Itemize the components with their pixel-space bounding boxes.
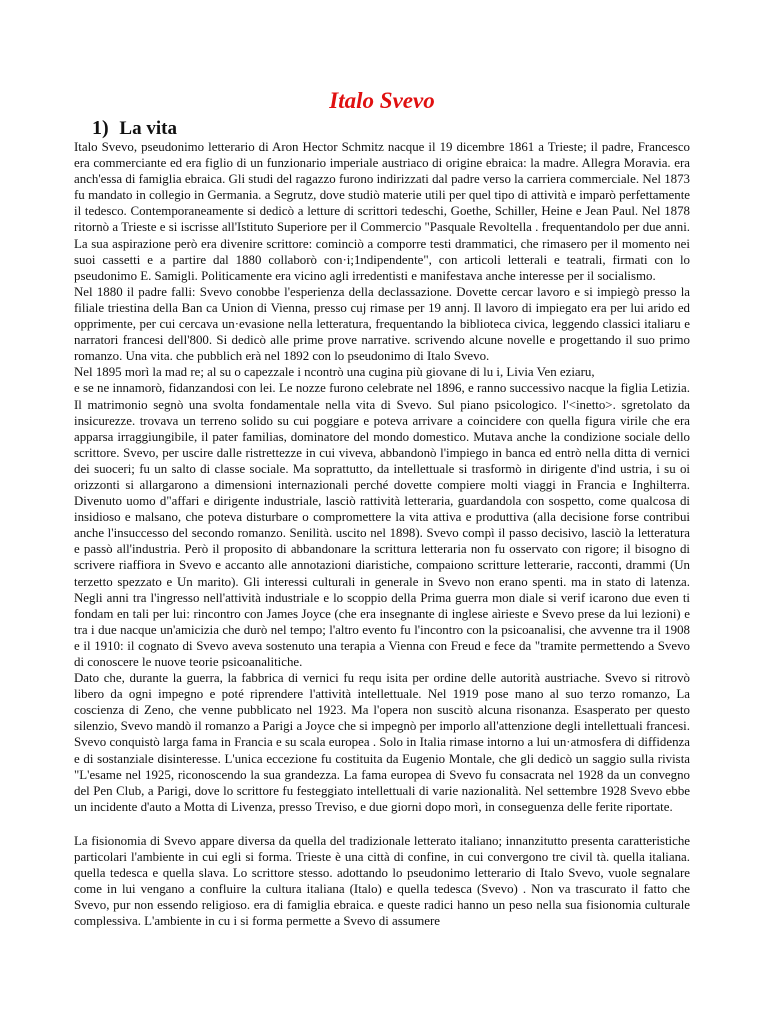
section-heading (92, 118, 690, 139)
paragraph: e se ne innamorò, fidanzandosi con lei. Le nozze furono celebrate nel 1896, e ranno successivo nacque la figlia Letizia. Il matrimonio segnò una svolta fondamentale nella vita di Svevo. Sul piano psicologico. l'<inetto>. sgretolato da insicurezze. trovava un terreno solido su cui poggiare e poteva arrivare a coincidere con quella figura virile che era apparsa irraggiungibile, il pater familias, dominatore del mondo domestico. Mutava anche la condizione sociale dello scrittore. Svevo, per uscire dalle ristrettezze in cui viveva, abbandonò l'impiego in banca ed entrò nella ditta di vernici dei suoceri; fu un salto di classe sociale. Ma soprattutto, da intellettuale si trasformò in dirigente d'ind ustria, i su oi orizzonti si allargarono a dimensioni internazionali perché dovette compiere molti viaggi in Francia e Inghilterra. Divenuto uomo d"affari e dirigente industriale, lasciò rattività letteraria, guardandola con sospetto, come qualcosa di insidioso e malsano, che poteva disturbare o compromettere la vita attiva e produttiva (alla decisione forse contribui anche l'insuccesso del secondo romanzo. Senilità. uscito nel 1898). Svevo compì il passo decisivo, lasciò la letteratura e passò all'industria. Però il proposito di abbandonare la scrittura letteraria non fu osservato con rigore; il bisogno di scrivere riaffiora in Svevo e accanto alle annotazioni diaristiche, compaiono scritture letterarie, racconti, drammi (Un terzetto spezzato e Un marito). Gli interessi culturali in generale in Svevo non erano spenti. ma in stato di latenza. Negli anni tra l'ingresso nell'attività industriale e lo scoppio della Prima guerra mon diale si verif icarono due even ti fondam en tali per lui: rincontro con James Joyce (che era insegnante di inglese aìrieste e Svevo prese da lui lezioni) e tra i due nacque un'amicizia che durò nel tempo; l'altro evento fu l'incontro con la psicoanalisi, che avvenne tra il 1908 e il 1910: il cognato di Svevo aveva sostenuto una terapia a Vienna con Freud e fece da "tramite permettendo a Svevo di conoscere le nuove teorie psicoanalitiche. (74, 381, 690, 669)
section-number: 1) (92, 117, 109, 139)
document-title: Italo Svevo (329, 88, 435, 113)
paragraph: Nel 1895 morì la mad re; al su o capezzale i ncontrò una cugina più giovane di lu i, Livia Ven eziaru, (74, 365, 595, 380)
paragraph: Dato che, durante la guerra, la fabbrica di vernici fu requ isita per ordine delle autorità austriache. Svevo si ritrovò libero da ogni impegno e poté riprendere l'attività intellettuale. Nel 1919 pose mano al suo terzo romanzo, La coscienza di Zeno, che venne pubblicato nel 1923. Ma l'opera non suscitò alcuna risonanza. Esasperato per questo silenzio, Svevo mandò il romanzo a Parigi a Joyce che si impegnò per imporlo all'attenzione degli intellettuali francesi. Svevo conquistò larga fama in Francia e su scala europea . Solo in Italia rimase intorno a lui un·atmosfera di diffidenza e di sostanziale disinteresse. L'unica eccezione fu costituita da Eugenio Montale, che gli dedicò un saggio sulla rivista "L'esame nel 1925, riconoscendo la sua grandezza. La fama europea di Svevo fu consacrata nel 1928 da un convegno del Pen Club, a Parigi, dove lo scrittore fu festeggiato intellettuali di varie nazionalità. Nel settembre 1928 Svevo ebbe un incidente d'auto a Motta di Livenza, presso Treviso, e due giorni dopo morì, in conseguenza delle ferite riportate. (74, 671, 690, 814)
paragraph: Italo Svevo, pseudonimo letterario di Aron Hector Schmitz nacque il 19 dicembre 1861 a Trieste; il padre, Francesco era commerciante ed era figlio di un funzionario imperiale austriaco di origine ebraica: la madre. Allegra Moravia. era anch'essa di famiglia ebraica. Gli studi del ragazzo furono indirizzati dal padre verso la carriera commerciale. Nel 1873 fu mandato in collegio in Germania. a Segrutz, dove studiò materie utili per quel tipo di attività e imparò perfettamente il tedesco. Contemporaneamente si dedicò a letture di scrittori tedeschi, Goethe, Schiller, Heine e Jean Paul. Nel 1878 ritornò a Trieste e si iscrisse all'Istituto Superiore per il Commercio "Pasquale Revoltella . frequentandolo per due anni. La sua aspirazione però era divenire scrittore: cominciò a comporre testi drammatici, che rimasero per il momento nei suoi cassetti e a partire dal 1880 collaborò con·i;1ndipendente", con articoli letterali e teatrali, firmati con lo pseudonimo E. Samigli. Politicamente era vicino agli irredentisti e manifestava anche interesse per il socialismo. (74, 140, 690, 283)
paragraph: Nel 1880 il padre falli: Svevo conobbe l'esperienza della declassazione. Dovette cercar lavoro e si impiegò presso la filiale triestina della Ban ca Union di Vienna, presso cuj rimase per 19 annj. Il lavoro di impiegato era per lui arido ed opprimente, per cui cercava un·evasione nella letteratura, frequentando la biblioteca civica, leggendo classici italiaru e narratori francesi dell'800. Si dedicò alle prime prove narrative. scrivendo alcune novelle e progettando il suo primo romanzo. Una vita. che pubblich erà nel 1892 con lo pseudonimo di Italo Svevo. (74, 284, 690, 364)
paragraph: La fisionomia di Svevo appare diversa da quella del tradizionale letterato italiano; innanzitutto presenta caratteristiche particolari l'ambiente in cui egli si forma. Trieste è una città di confine, in cui convergono tre civil tà. quella italiana. quella tedesca e quella slava. Lo scrittore stesso. adottando lo pseudonimo letterario di Italo Svevo, vuole segnalare come in lui vengano a confluire la cultura italiana (Italo) e quella tedesca (Svevo) . Non va trascurato il fatto che Svevo, pur non essendo religioso. era di famiglia ebraica. e queste radici hanno un peso nella sua fisionomia culturale complessiva. L'ambiente in cu i si forma permette a Svevo di assumere (74, 833, 690, 929)
section-label: La vita (119, 118, 177, 139)
paragraph-gap (74, 815, 690, 833)
